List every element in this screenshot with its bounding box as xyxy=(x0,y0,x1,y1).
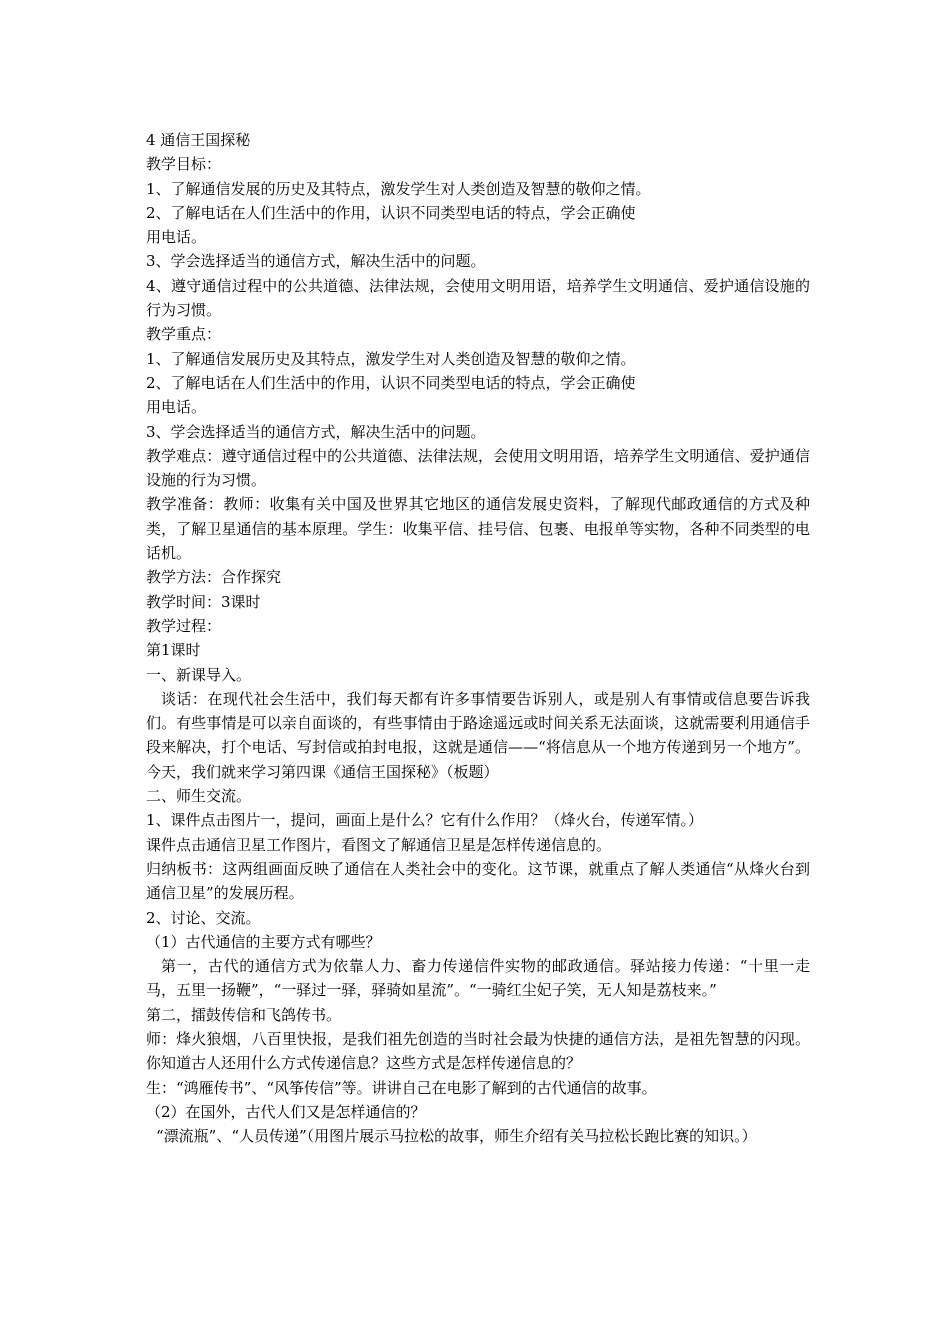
paragraph: 用电话。 xyxy=(146,228,207,247)
heading-process: 教学过程： xyxy=(146,616,222,635)
paragraph: 2、讨论、交流。 xyxy=(146,908,261,927)
document-page xyxy=(146,128,810,1148)
paragraph: 1、了解通信发展的历史及其特点，激发学生对人类创造及智慧的敬仰之情。 xyxy=(146,179,651,198)
paragraph: 用电话。 xyxy=(146,398,207,417)
document-title: 4 通信王国探秘 xyxy=(146,131,251,149)
paragraph: 课件点击通信卫星工作图片，看图文了解通信卫星是怎样传递信息的。 xyxy=(146,835,612,854)
paragraph: 谈话：在现代社会生活中，我们每天都有许多事情要告诉别人，或是别人有事情或信息要告诉我们。有些事情是可以亲自面谈的，有些事情由于路途遥远或时间关系无法面谈，这就需要利用通信手段来解决，打个电话、写封信或拍封电报，这就是通信——“将信息从一个地方传递到另一个地方”。今天，我们就来学习第四课《通信王国探秘》（板题） xyxy=(146,689,810,781)
paragraph: 2、了解电话在人们生活中的作用，认识不同类型电话的特点，学会正确使 xyxy=(146,203,636,222)
paragraph: 生：“鸿雁传书”、“风筝传信”等。讲讲自己在电影了解到的古代通信的故事。 xyxy=(146,1078,657,1097)
section-heading: 一、新课导入。 xyxy=(146,665,252,684)
paragraph: （2）在国外，古代人们又是怎样通信的？ xyxy=(146,1102,426,1121)
paragraph-time: 教学时间：3课时 xyxy=(146,592,261,611)
paragraph-preparation: 教学准备：教师：收集有关中国及世界其它地区的通信发展史资料，了解现代邮政通信的方式及种类，了解卫星通信的基本原理。学生：收集平信、挂号信、包裹、电报单等实物，各种不同类型的电话机。 xyxy=(146,495,810,563)
paragraph: 第二，擂鼓传信和飞鸽传书。 xyxy=(146,1005,342,1024)
paragraph: 4、遵守通信过程中的公共道德、法律法规，会使用文明用语，培养学生文明通信、爱护通信设施的行为习惯。 xyxy=(146,276,810,320)
paragraph: 第一，古代的通信方式为依靠人力、畜力传递信件实物的邮政通信。驿站接力传递：“十里一走马，五里一扬鞭”，“一驿过一驿，驿骑如星流”。“一骑红尘妃子笑，无人知是荔枝来。” xyxy=(146,957,810,1000)
paragraph: （1）古代通信的主要方式有哪些？ xyxy=(146,932,381,951)
paragraph: 师：烽火狼烟，八百里快报，是我们祖先创造的当时社会最为快捷的通信方法，是祖先智慧的闪现。你知道古人还用什么方式传递信息？这些方式是怎样传递信息的？ xyxy=(146,1029,810,1073)
paragraph: 归纳板书：这两组画面反映了通信在人类社会中的变化。这节课，就重点了解人类通信“从烽火台到通信卫星”的发展历程。 xyxy=(146,859,810,903)
section-heading: 二、师生交流。 xyxy=(146,787,252,806)
paragraph-method: 教学方法：合作探究 xyxy=(146,568,282,587)
paragraph: 1、了解通信发展历史及其特点，激发学生对人类创造及智慧的敬仰之情。 xyxy=(146,349,636,368)
paragraph: “漂流瓶”、“人员传递”（用图片展示马拉松的故事，师生介绍有关马拉松长跑比赛的知识。） xyxy=(156,1127,757,1146)
paragraph: 1、课件点击图片一，提问，画面上是什么？它有什么作用？（烽火台，传递军情。） xyxy=(146,811,704,830)
heading-objectives: 教学目标： xyxy=(146,155,222,174)
heading-lesson-1: 第1课时 xyxy=(146,641,201,660)
paragraph: 3、学会选择适当的通信方式，解决生活中的问题。 xyxy=(146,252,486,271)
heading-key-points: 教学重点： xyxy=(146,325,222,344)
paragraph: 3、学会选择适当的通信方式，解决生活中的问题。 xyxy=(146,422,486,441)
paragraph: 2、了解电话在人们生活中的作用，认识不同类型电话的特点，学会正确使 xyxy=(146,373,636,392)
paragraph-difficulties: 教学难点：遵守通信过程中的公共道德、法律法规，会使用文明用语，培养学生文明通信、爱护通信设施的行为习惯。 xyxy=(146,446,810,490)
